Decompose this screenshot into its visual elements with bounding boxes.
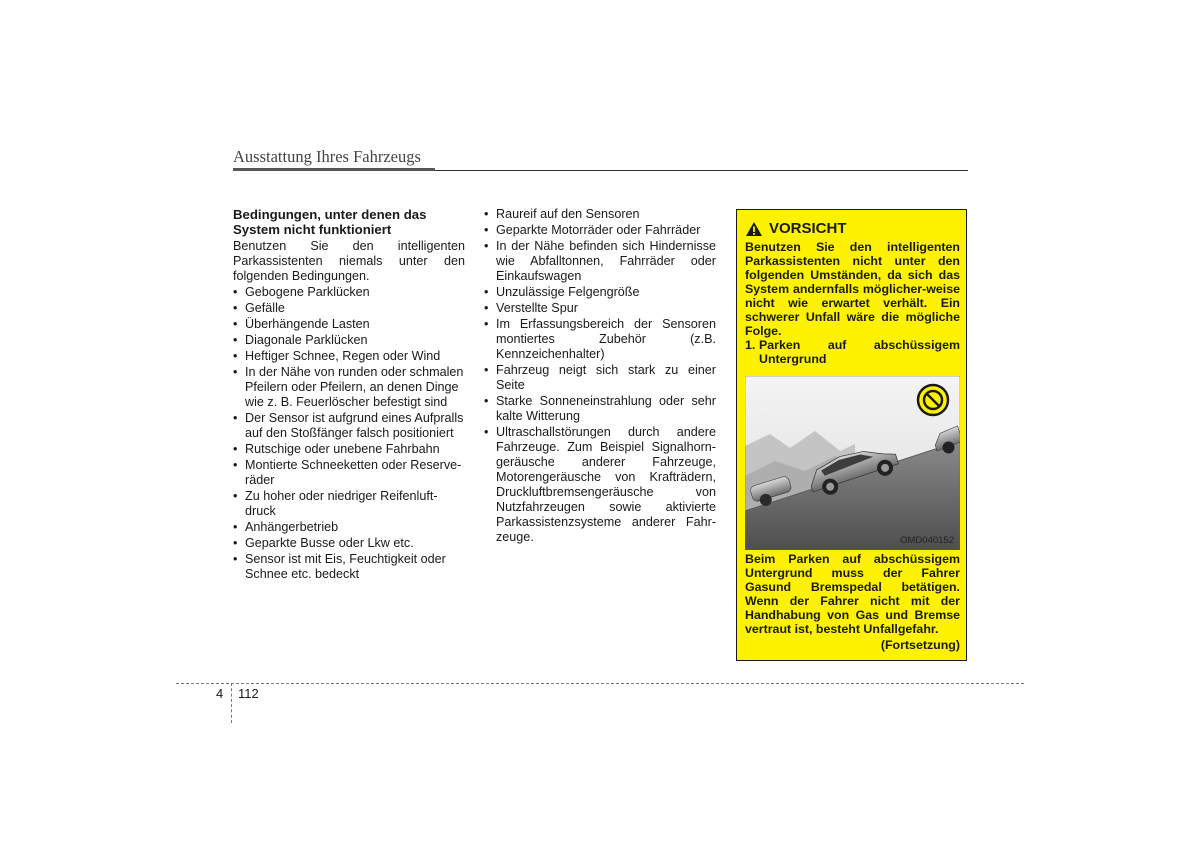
caution-item-text: Parken auf abschüssigem Untergrund — [759, 338, 960, 366]
intro-line: Parkassistenten niemals unter den — [233, 254, 465, 268]
list-item: • Starke Sonneneinstrahlung oder sehr kalte Witterung — [484, 394, 716, 424]
page-number: 112 — [238, 686, 259, 701]
caution-after-paragraph: Beim Parken auf abschüssigem Untergrund muss der Fahrer Gasund Bremspedal betätigen. Wenn der Fahrer nicht mit der Handhabung von Gas und Bremse vertraut ist, besteht Unfallgefahr. — [745, 552, 960, 636]
list-item: • Ultraschallstörungen durch andere Fahrzeuge. Zum Beispiel Signalhorn-geräusche anderer Fahrzeuge, Motorengeräusche von Krafträdern, Druckluftbremsengeräusche von Nutzfahrzeugen sowie aktivierte Parkassistenzsysteme anderer Fahr-zeuge. — [484, 425, 716, 545]
illustration-drawing — [745, 376, 960, 550]
list-item: • Gebogene Parklücken — [233, 285, 465, 300]
list-item: • Montierte Schneeketten oder Reserve-räder — [233, 458, 465, 488]
list-item: • In der Nähe befinden sich Hindernisse wie Abfalltonnen, Fahrräder oder Einkaufswagen — [484, 239, 716, 284]
intro-line: folgenden Bedingungen. — [233, 269, 370, 283]
caution-item-number: 1. — [745, 338, 756, 352]
caution-title — [745, 220, 847, 237]
section-heading — [233, 207, 465, 237]
conditions-list-middle — [484, 207, 716, 545]
list-item: • Im Erfassungsbereich der Sensoren montiertes Zubehör (z.B. Kennzeichenhalter) — [484, 317, 716, 362]
middle-column — [484, 207, 716, 546]
list-item: • In der Nähe von runden oder schmalen Pfeilern oder Pfeilern, an denen Dinge wie z. B. Feuerlöscher befestigt sind — [233, 365, 465, 410]
caution-title-text: VORSICHT — [769, 220, 847, 237]
section-heading-line-2: System nicht funktioniert — [233, 222, 392, 237]
prohibition-icon — [918, 385, 948, 415]
warning-triangle-icon — [745, 221, 763, 237]
caution-warning-text — [745, 552, 960, 652]
footer-divider — [231, 683, 232, 723]
list-item: • Anhängerbetrieb — [233, 520, 465, 535]
list-item: • Sensor ist mit Eis, Feuchtigkeit oder Schnee etc. bedeckt — [233, 552, 465, 582]
list-item: • Diagonale Parklücken — [233, 333, 465, 348]
list-item: • Zu hoher oder niedriger Reifenluft-druck — [233, 489, 465, 519]
list-item: • Geparkte Busse oder Lkw etc. — [233, 536, 465, 551]
caution-intro: Benutzen Sie den intelligenten Parkassistenten nicht unter den folgenden Umständen, da sich das System andernfalls möglicher-weise nicht wie erwartet verhält. Ein schwerer Unfall wäre die mögliche Folge. — [745, 240, 960, 338]
footer-rule — [176, 683, 1024, 684]
caution-box — [736, 209, 967, 661]
list-item: • Fahrzeug neigt sich stark zu einer Seite — [484, 363, 716, 393]
illustration-code: OMD040152 — [900, 535, 954, 546]
list-item: • Rutschige oder unebene Fahrbahn — [233, 442, 465, 457]
list-item: • Gefälle — [233, 301, 465, 316]
left-column — [233, 207, 465, 583]
continued-label: (Fortsetzung) — [880, 638, 960, 652]
list-item: • Überhängende Lasten — [233, 317, 465, 332]
conditions-list-left — [233, 285, 465, 582]
list-item: • Heftiger Schnee, Regen oder Wind — [233, 349, 465, 364]
intro-paragraph — [233, 239, 465, 284]
header-title: Ausstattung Ihres Fahrzeugs — [233, 147, 421, 166]
chapter-number: 4 — [216, 686, 224, 701]
slope-parking-illustration — [745, 376, 960, 550]
list-item: • Raureif auf den Sensoren — [484, 207, 716, 222]
list-item: • Der Sensor ist aufgrund eines Aufpralls auf den Stoßfänger falsch positioniert — [233, 411, 465, 441]
list-item: • Verstellte Spur — [484, 301, 716, 316]
header-rule-accent — [233, 168, 435, 171]
list-item: • Unzulässige Felgengröße — [484, 285, 716, 300]
section-heading-line-1: Bedingungen, unter denen das — [233, 207, 427, 222]
list-item: • Geparkte Motorräder oder Fahrräder — [484, 223, 716, 238]
intro-line: Benutzen Sie den intelligenten — [233, 239, 465, 253]
caution-item — [745, 338, 960, 366]
caution-body — [745, 240, 960, 366]
